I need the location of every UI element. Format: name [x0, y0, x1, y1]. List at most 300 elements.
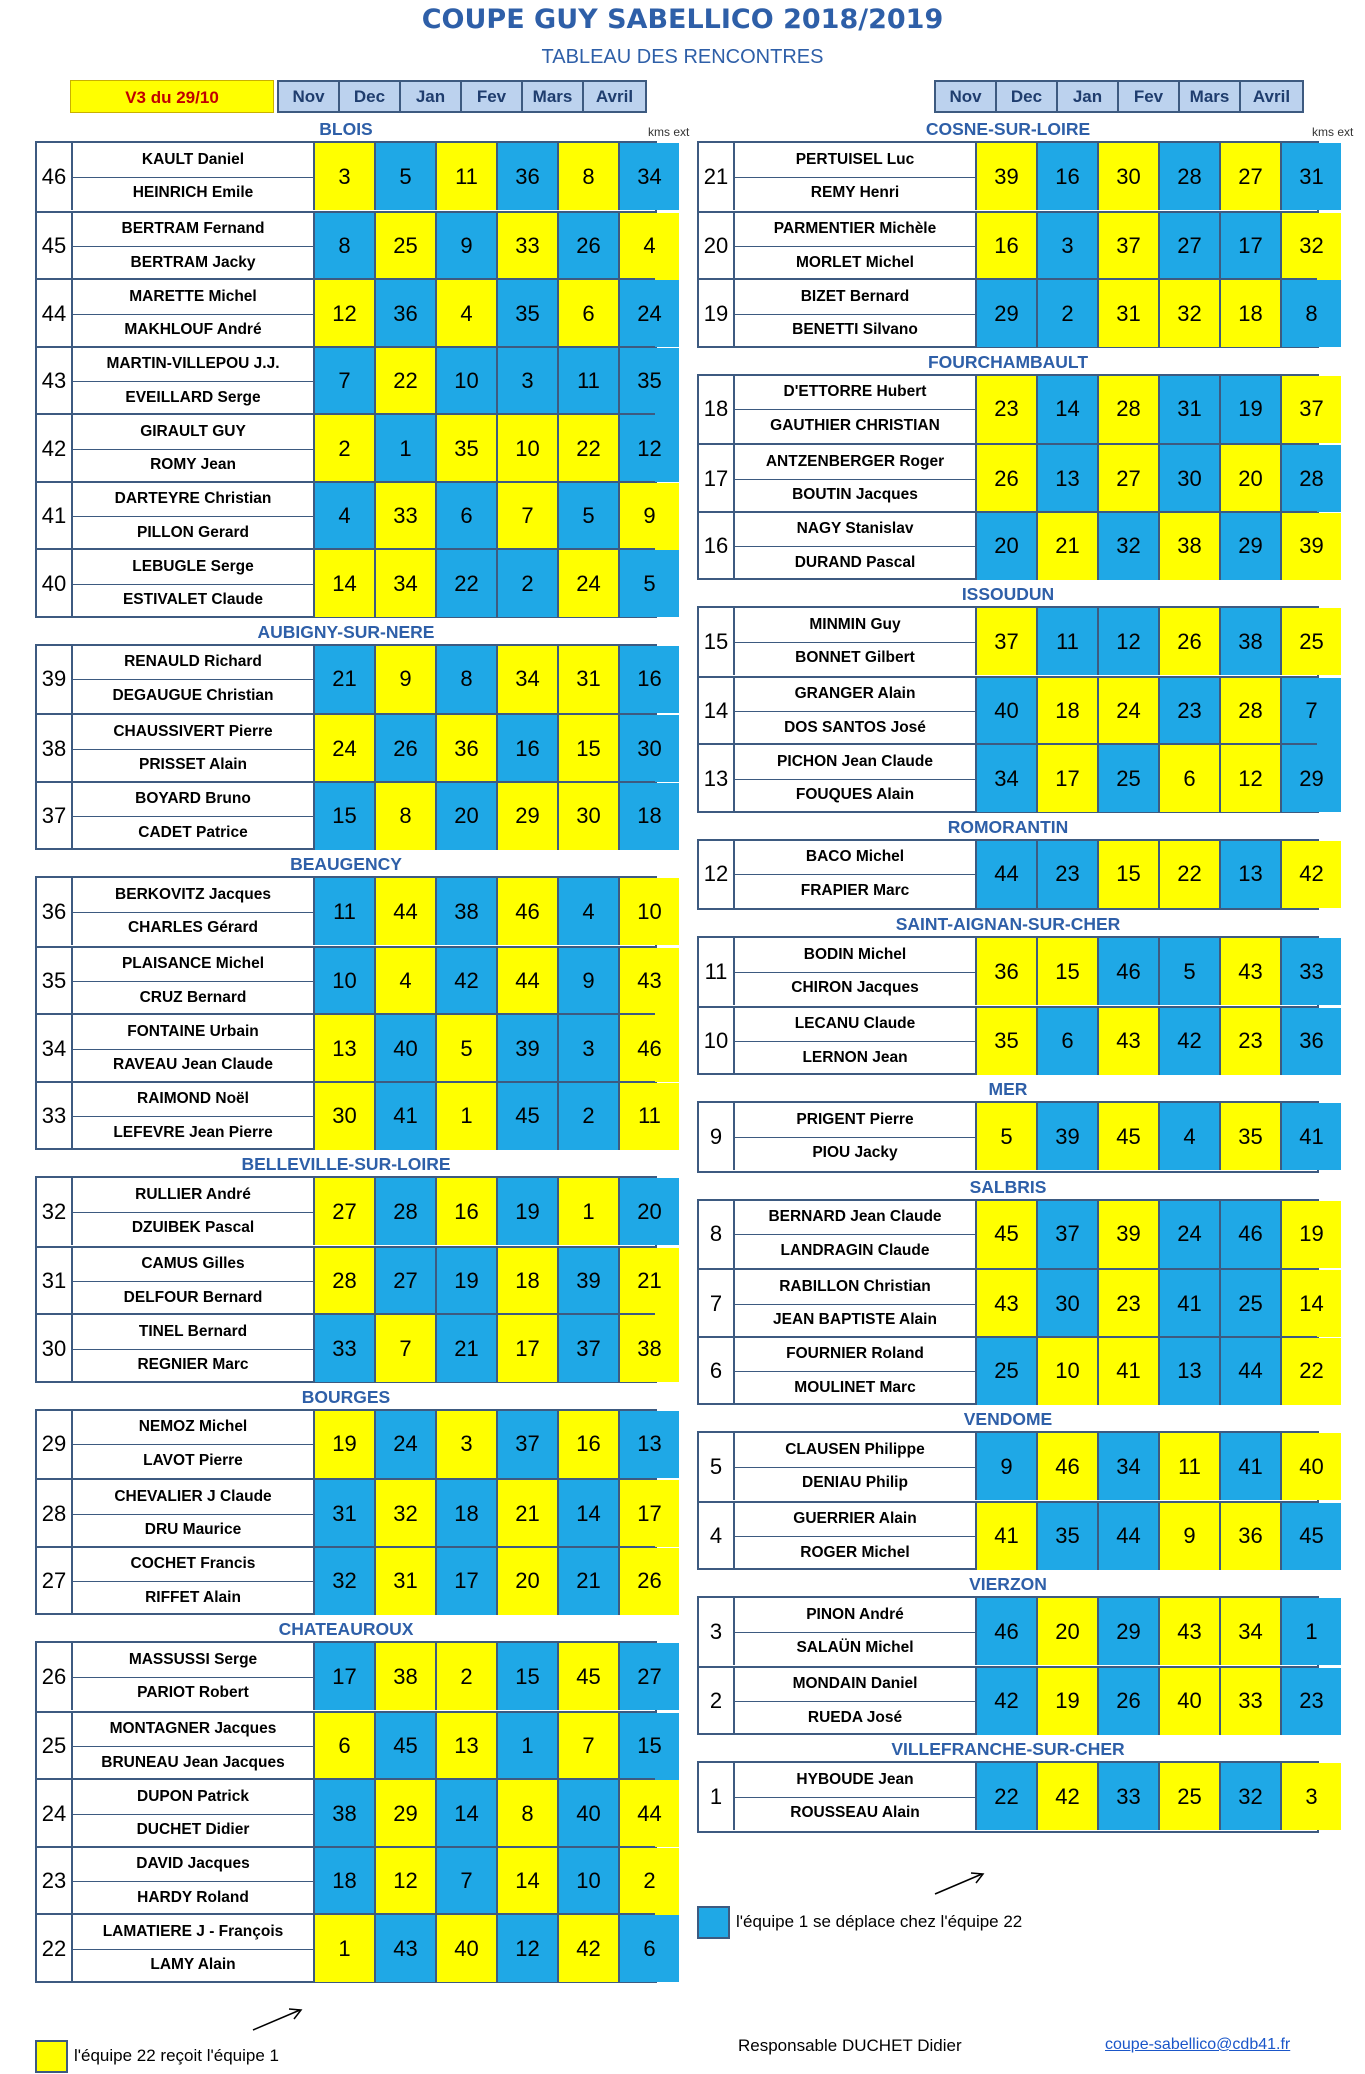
player-1-name: LEBUGLE Serge — [73, 550, 313, 585]
team-number: 27 — [37, 1548, 73, 1615]
opponent-cell-mars: 45 — [557, 1643, 618, 1710]
team-row — [37, 646, 662, 713]
team-players — [73, 1411, 313, 1478]
opponent-cell-mars: 32 — [1219, 1763, 1280, 1830]
opponent-cell-dec: 30 — [1036, 1270, 1097, 1337]
opponent-cell-fev: 14 — [496, 1848, 557, 1915]
opponent-cell-nov: 8 — [313, 213, 374, 280]
team-group-mer — [697, 1101, 1324, 1173]
player-2-name: JEAN BAPTISTE Alain — [773, 1311, 937, 1329]
opponent-cell-avril: 15 — [618, 1713, 679, 1780]
opponent-cell-jan: 3 — [435, 1411, 496, 1478]
opponent-cell-nov: 19 — [313, 1411, 374, 1478]
team-group-blois — [35, 141, 662, 618]
team-number: 30 — [37, 1315, 73, 1382]
opponent-cell-mars: 3 — [557, 1015, 618, 1082]
team-group-villefranche-sur-cher — [697, 1761, 1319, 1833]
team-players — [735, 745, 975, 812]
opponent-cell-fev: 34 — [496, 646, 557, 713]
player-2-name: LAMY Alain — [150, 1956, 236, 1974]
team-row — [37, 1081, 661, 1150]
team-players — [73, 1915, 313, 1982]
player-2-name: MORLET Michel — [796, 253, 914, 271]
opponent-cell-jan: 36 — [435, 715, 496, 782]
opponent-cell-fev: 21 — [496, 1480, 557, 1547]
opponent-cell-avril: 28 — [1280, 445, 1341, 512]
team-number: 16 — [699, 513, 735, 580]
opponent-cell-jan: 14 — [435, 1780, 496, 1847]
team-number: 4 — [699, 1503, 735, 1570]
opponent-cell-dec: 12 — [374, 1848, 435, 1915]
opponent-cell-dec: 23 — [1036, 841, 1097, 908]
team-row — [37, 713, 662, 782]
opponent-cell-fev: 2 — [496, 550, 557, 617]
opponent-cell-nov: 12 — [313, 280, 374, 347]
player-2-name: LEFEVRE Jean Pierre — [113, 1123, 273, 1141]
month-fev: Fev — [1119, 82, 1180, 111]
team-number: 46 — [37, 143, 73, 210]
player-2-name: ESTIVALET Claude — [122, 591, 264, 609]
opponent-cell-fev: 29 — [496, 783, 557, 850]
team-row — [699, 1268, 1324, 1337]
opponent-cell-nov: 34 — [975, 745, 1036, 812]
team-players — [735, 841, 975, 908]
opponent-cell-jan: 17 — [435, 1548, 496, 1615]
opponent-cell-jan: 8 — [435, 646, 496, 713]
team-number: 6 — [699, 1338, 735, 1405]
team-players — [73, 143, 313, 210]
team-number: 21 — [699, 143, 735, 210]
player-1-name: MINMIN Guy — [735, 608, 975, 643]
opponent-cell-dec: 14 — [1036, 376, 1097, 443]
opponent-cell-avril: 12 — [618, 415, 679, 482]
opponent-cell-avril: 14 — [1280, 1270, 1341, 1337]
opponent-cell-nov: 41 — [975, 1503, 1036, 1570]
month-avril: Avril — [595, 87, 634, 106]
team-row — [37, 413, 662, 482]
opponent-cell-avril: 18 — [618, 783, 679, 850]
player-2-name: ROGER Michel — [800, 1543, 910, 1561]
team-row — [699, 1763, 1317, 1830]
section-title-salbris: SALBRIS — [969, 1176, 1047, 1197]
opponent-cell-avril: 6 — [618, 1915, 679, 1982]
team-players — [73, 550, 313, 617]
player-2-name: FRAPIER Marc — [800, 881, 910, 899]
team-number: 45 — [37, 213, 73, 280]
month-nov: Nov — [936, 82, 997, 111]
team-row — [699, 1501, 1324, 1570]
player-1-name: GUERRIER Alain — [735, 1503, 975, 1538]
player-1-name: CLAUSEN Philippe — [735, 1433, 975, 1468]
opponent-cell-nov: 16 — [975, 213, 1036, 280]
opponent-cell-dec: 40 — [374, 1015, 435, 1082]
opponent-cell-jan: 40 — [435, 1915, 496, 1982]
team-row — [699, 1201, 1324, 1268]
opponent-cell-jan: 18 — [435, 1480, 496, 1547]
opponent-cell-fev: 30 — [1158, 445, 1219, 512]
opponent-cell-avril: 19 — [1280, 1201, 1341, 1268]
player-1-name: MARETTE Michel — [73, 280, 313, 315]
opponent-cell-mars: 38 — [1219, 608, 1280, 675]
opponent-cell-fev: 33 — [496, 213, 557, 280]
player-1-name: NEMOZ Michel — [73, 1411, 313, 1446]
team-players — [735, 1433, 975, 1500]
opponent-cell-mars: 14 — [557, 1480, 618, 1547]
opponent-cell-mars: 29 — [1219, 513, 1280, 580]
opponent-cell-mars: 30 — [557, 783, 618, 850]
team-row — [37, 211, 655, 280]
opponent-cell-dec: 20 — [1036, 1598, 1097, 1665]
team-number: 33 — [37, 1083, 73, 1150]
arrow-icon — [930, 1868, 990, 1898]
opponent-cell-nov: 22 — [975, 1763, 1036, 1830]
player-2-name: RUEDA José — [807, 1708, 903, 1726]
player-1-name: RULLIER André — [73, 1178, 313, 1213]
opponent-cell-jan: 11 — [435, 143, 496, 210]
opponent-cell-dec: 15 — [1036, 938, 1097, 1005]
opponent-cell-jan: 7 — [435, 1848, 496, 1915]
team-row — [699, 1103, 1324, 1170]
opponent-cell-avril: 5 — [618, 550, 679, 617]
team-players — [735, 678, 975, 745]
opponent-cell-nov: 10 — [313, 948, 374, 1015]
opponent-cell-mars: 4 — [557, 878, 618, 945]
opponent-cell-dec: 9 — [374, 646, 435, 713]
team-players — [73, 213, 313, 280]
month-jan: Jan — [401, 82, 462, 111]
opponent-cell-nov: 38 — [313, 1780, 374, 1847]
opponent-cell-avril: 23 — [1280, 1668, 1341, 1735]
opponent-cell-jan: 39 — [1097, 1201, 1158, 1268]
team-row — [37, 1013, 662, 1082]
player-2-name: BONNET Gilbert — [795, 649, 915, 667]
opponent-cell-dec: 21 — [1036, 513, 1097, 580]
player-1-name: DARTEYRE Christian — [73, 483, 313, 518]
opponent-cell-nov: 6 — [313, 1713, 374, 1780]
page-title: COUPE GUY SABELLICO 2018/2019 — [421, 4, 944, 35]
player-1-name: BACO Michel — [735, 841, 975, 876]
player-2-name: PARIOT Robert — [137, 1684, 249, 1702]
legend-away-swatch — [697, 1906, 730, 1939]
player-2-name: REGNIER Marc — [137, 1356, 249, 1374]
opponent-cell-fev: 27 — [1158, 213, 1219, 280]
opponent-cell-nov: 42 — [975, 1668, 1036, 1735]
opponent-cell-mars: 46 — [1219, 1201, 1280, 1268]
opponent-cell-fev: 12 — [496, 1915, 557, 1982]
team-group-salbris — [697, 1199, 1324, 1406]
opponent-cell-mars: 23 — [1219, 1008, 1280, 1075]
team-players — [73, 1315, 313, 1382]
player-2-name: DENIAU Philip — [802, 1474, 908, 1492]
section-title-bourges: BOURGES — [301, 1386, 391, 1407]
opponent-cell-fev: 6 — [1158, 745, 1219, 812]
team-number: 18 — [699, 376, 735, 443]
player-2-name: PRISSET Alain — [139, 756, 247, 774]
opponent-cell-mars: 43 — [1219, 938, 1280, 1005]
player-2-name: DEGAUGUE Christian — [112, 686, 274, 704]
opponent-cell-nov: 3 — [313, 143, 374, 210]
team-group-aubigny-sur-nere — [35, 644, 662, 851]
team-players — [73, 1548, 313, 1615]
player-1-name: MONTAGNER Jacques — [73, 1713, 313, 1748]
team-number: 8 — [699, 1201, 735, 1268]
team-players — [735, 280, 975, 347]
opponent-cell-dec: 35 — [1036, 1503, 1097, 1570]
opponent-cell-mars: 20 — [1219, 445, 1280, 512]
opponent-cell-avril: 30 — [618, 715, 679, 782]
opponent-cell-jan: 35 — [435, 415, 496, 482]
opponent-cell-fev: 32 — [1158, 280, 1219, 347]
player-2-name: ROMY Jean — [150, 456, 236, 474]
opponent-cell-dec: 5 — [374, 143, 435, 210]
opponent-cell-avril: 36 — [1280, 1008, 1341, 1075]
opponent-cell-avril: 21 — [618, 1248, 679, 1315]
team-row — [699, 1598, 1317, 1665]
team-players — [73, 646, 313, 713]
opponent-cell-jan: 9 — [435, 213, 496, 280]
opponent-cell-fev: 7 — [496, 483, 557, 550]
player-1-name: PRIGENT Pierre — [735, 1103, 975, 1138]
opponent-cell-dec: 25 — [374, 213, 435, 280]
opponent-cell-fev: 18 — [496, 1248, 557, 1315]
opponent-cell-fev: 1 — [496, 1713, 557, 1780]
section-title-mer: MER — [988, 1079, 1028, 1099]
player-2-name: DUCHET Didier — [136, 1821, 250, 1839]
team-number: 7 — [699, 1270, 735, 1337]
team-row — [37, 1246, 662, 1315]
opponent-cell-mars: 16 — [557, 1411, 618, 1478]
team-players — [735, 1763, 975, 1830]
opponent-cell-jan: 25 — [1097, 745, 1158, 812]
team-number: 41 — [37, 483, 73, 550]
opponent-cell-fev: 37 — [496, 1411, 557, 1478]
opponent-cell-avril: 31 — [1280, 143, 1341, 210]
opponent-cell-dec: 37 — [1036, 1201, 1097, 1268]
opponent-cell-avril: 25 — [1280, 608, 1341, 675]
team-players — [735, 1338, 975, 1405]
opponent-cell-avril: 43 — [618, 948, 679, 1015]
team-number: 11 — [699, 938, 735, 1005]
team-row — [37, 1313, 662, 1382]
player-1-name: MASSUSSI Serge — [73, 1643, 313, 1678]
team-number: 17 — [699, 445, 735, 512]
opponent-cell-avril: 16 — [618, 646, 679, 713]
opponent-cell-fev: 19 — [496, 1178, 557, 1245]
opponent-cell-dec: 42 — [1036, 1763, 1097, 1830]
opponent-cell-mars: 35 — [1219, 1103, 1280, 1170]
team-number: 10 — [699, 1008, 735, 1075]
opponent-cell-mars: 39 — [557, 1248, 618, 1315]
opponent-cell-dec: 44 — [374, 878, 435, 945]
opponent-cell-jan: 28 — [1097, 376, 1158, 443]
opponent-cell-jan: 12 — [1097, 608, 1158, 675]
opponent-cell-avril: 34 — [618, 143, 679, 210]
opponent-cell-jan: 38 — [435, 878, 496, 945]
opponent-cell-dec: 8 — [374, 783, 435, 850]
opponent-cell-dec: 29 — [374, 1780, 435, 1847]
opponent-cell-mars: 42 — [557, 1915, 618, 1982]
player-1-name: CAMUS Gilles — [73, 1248, 313, 1283]
team-players — [73, 1480, 313, 1547]
team-row — [699, 1433, 1324, 1500]
opponent-cell-mars: 31 — [557, 646, 618, 713]
footer-email-link[interactable]: coupe-sabellico@cdb41.fr — [1105, 2036, 1291, 2053]
section-title-chateauroux: CHATEAUROUX — [278, 1619, 414, 1639]
opponent-cell-jan: 41 — [1097, 1338, 1158, 1405]
opponent-cell-nov: 29 — [975, 280, 1036, 347]
opponent-cell-dec: 3 — [1036, 213, 1097, 280]
opponent-cell-dec: 36 — [374, 280, 435, 347]
opponent-cell-mars: 11 — [557, 348, 618, 415]
opponent-cell-fev: 31 — [1158, 376, 1219, 443]
opponent-cell-nov: 1 — [313, 1915, 374, 1982]
opponent-cell-dec: 17 — [1036, 745, 1097, 812]
team-players — [73, 483, 313, 550]
player-1-name: BIZET Bernard — [735, 280, 975, 315]
opponent-cell-jan: 2 — [435, 1643, 496, 1710]
player-1-name: PARMENTIER Michèle — [735, 213, 975, 248]
team-players — [735, 1201, 975, 1268]
team-group-bourges — [35, 1409, 662, 1616]
player-2-name: PIOU Jacky — [812, 1144, 898, 1162]
opponent-cell-dec: 45 — [374, 1713, 435, 1780]
opponent-cell-avril: 42 — [1280, 841, 1341, 908]
team-number: 25 — [37, 1713, 73, 1780]
team-row — [699, 676, 1317, 745]
player-2-name: HARDY Roland — [137, 1888, 249, 1906]
opponent-cell-jan: 10 — [435, 348, 496, 415]
opponent-cell-jan: 16 — [435, 1178, 496, 1245]
opponent-cell-jan: 20 — [435, 783, 496, 850]
team-number: 44 — [37, 280, 73, 347]
page-subtitle: TABLEAU DES RENCONTRES — [541, 46, 824, 68]
opponent-cell-nov: 20 — [975, 513, 1036, 580]
team-players — [73, 1848, 313, 1915]
opponent-cell-avril: 45 — [1280, 1503, 1341, 1570]
player-2-name: CRUZ Bernard — [139, 988, 247, 1006]
team-players — [735, 1668, 975, 1735]
player-1-name: GRANGER Alain — [735, 678, 975, 713]
player-1-name: MARTIN-VILLEPOU J.J. — [73, 348, 313, 383]
team-players — [735, 445, 975, 512]
team-number: 19 — [699, 280, 735, 347]
team-players — [73, 1015, 313, 1082]
player-2-name: ROUSSEAU Alain — [790, 1804, 920, 1822]
team-players — [73, 715, 313, 782]
team-group-saint-aignan-sur-cher — [697, 936, 1324, 1075]
opponent-cell-dec: 27 — [374, 1248, 435, 1315]
player-1-name: BERTRAM Fernand — [73, 213, 313, 248]
team-number: 42 — [37, 415, 73, 482]
opponent-cell-fev: 16 — [496, 715, 557, 782]
opponent-cell-nov: 23 — [975, 376, 1036, 443]
opponent-cell-dec: 22 — [374, 348, 435, 415]
team-row — [699, 511, 1324, 580]
opponent-cell-avril: 2 — [618, 1848, 679, 1915]
opponent-cell-jan: 24 — [1097, 678, 1158, 745]
team-group-chateauroux — [35, 1641, 662, 1983]
team-number: 35 — [37, 948, 73, 1015]
opponent-cell-avril: 32 — [1280, 213, 1341, 280]
team-row — [37, 878, 662, 945]
team-row — [37, 1643, 662, 1710]
team-players — [73, 348, 313, 415]
opponent-cell-mars: 37 — [557, 1315, 618, 1382]
player-1-name: PERTUISEL Luc — [735, 143, 975, 178]
opponent-cell-nov: 25 — [975, 1338, 1036, 1405]
opponent-cell-fev: 20 — [496, 1548, 557, 1615]
team-row — [699, 608, 1324, 675]
opponent-cell-fev: 10 — [496, 415, 557, 482]
opponent-cell-fev: 17 — [496, 1315, 557, 1382]
opponent-cell-jan: 46 — [1097, 938, 1158, 1005]
team-row — [699, 278, 1317, 347]
month-mars: Mars — [1180, 82, 1241, 111]
month-header-right — [934, 80, 1304, 113]
player-1-name: MONDAIN Daniel — [735, 1668, 975, 1703]
player-2-name: RAVEAU Jean Claude — [113, 1056, 273, 1074]
opponent-cell-dec: 13 — [1036, 445, 1097, 512]
opponent-cell-avril: 4 — [618, 213, 679, 280]
team-number: 5 — [699, 1433, 735, 1500]
opponent-cell-jan: 33 — [1097, 1763, 1158, 1830]
team-group-vierzon — [697, 1596, 1324, 1735]
opponent-cell-fev: 8 — [496, 1780, 557, 1847]
opponent-cell-nov: 33 — [313, 1315, 374, 1382]
team-number: 28 — [37, 1480, 73, 1547]
section-title-issoudun: ISSOUDUN — [961, 584, 1055, 604]
month-dec: Dec — [997, 82, 1058, 111]
player-2-name: MAKHLOUF André — [124, 321, 262, 339]
player-2-name: BENETTI Silvano — [792, 321, 918, 339]
team-players — [735, 376, 975, 443]
opponent-cell-jan: 21 — [435, 1315, 496, 1382]
team-players — [73, 1713, 313, 1780]
opponent-cell-mars: 22 — [557, 415, 618, 482]
opponent-cell-avril: 3 — [1280, 1763, 1341, 1830]
opponent-cell-avril: 13 — [618, 1411, 679, 1478]
opponent-cell-avril: 7 — [1280, 678, 1341, 745]
opponent-cell-nov: 40 — [975, 678, 1036, 745]
team-row — [37, 1711, 662, 1780]
team-row — [699, 1666, 1324, 1735]
player-1-name: BOYARD Bruno — [73, 783, 313, 818]
player-1-name: FOURNIER Roland — [735, 1338, 975, 1373]
opponent-cell-fev: 5 — [1158, 938, 1219, 1005]
team-row — [37, 278, 662, 347]
opponent-cell-avril: 8 — [1280, 280, 1341, 347]
opponent-cell-dec: 26 — [374, 715, 435, 782]
opponent-cell-avril: 17 — [618, 1480, 679, 1547]
opponent-cell-nov: 39 — [975, 143, 1036, 210]
team-players — [73, 1643, 313, 1710]
opponent-cell-avril: 22 — [1280, 1338, 1341, 1405]
player-1-name: DUPON Patrick — [73, 1780, 313, 1815]
team-players — [735, 1270, 975, 1337]
opponent-cell-nov: 44 — [975, 841, 1036, 908]
legend-away-text: l'équipe 1 se déplace chez l'équipe 22 — [736, 1912, 1023, 1931]
opponent-cell-mars: 9 — [557, 948, 618, 1015]
team-number: 34 — [37, 1015, 73, 1082]
opponent-cell-dec: 10 — [1036, 1338, 1097, 1405]
team-group-cosne-sur-loire — [697, 141, 1324, 348]
opponent-cell-jan: 43 — [1097, 1008, 1158, 1075]
opponent-cell-mars: 27 — [1219, 143, 1280, 210]
opponent-cell-fev: 22 — [1158, 841, 1219, 908]
section-title-blois: BLOIS — [319, 119, 373, 139]
opponent-cell-nov: 30 — [313, 1083, 374, 1150]
team-row — [37, 346, 662, 415]
